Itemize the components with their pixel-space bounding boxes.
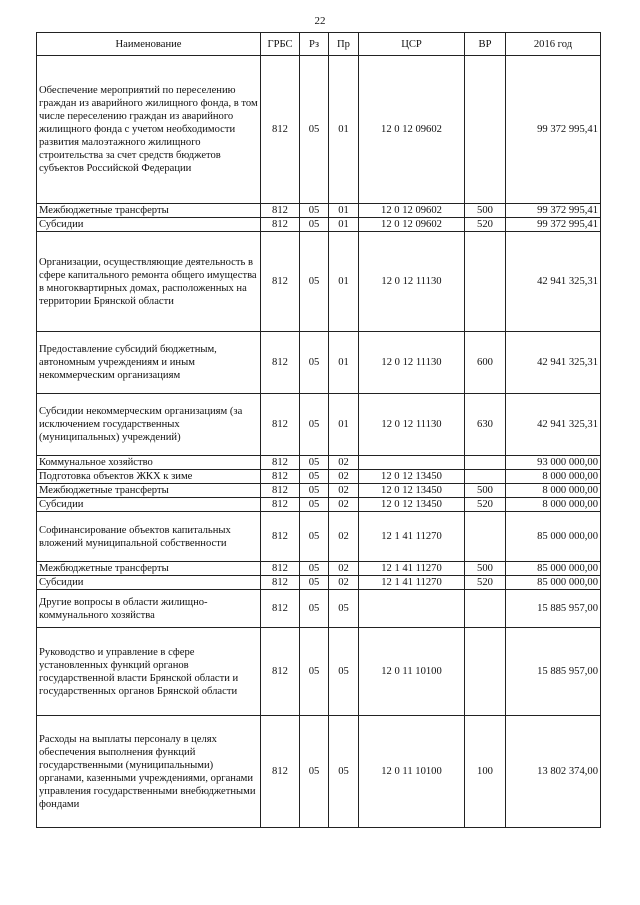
cell-csr: 12 1 41 11270 — [359, 562, 465, 576]
page-number: 22 — [314, 15, 326, 27]
header-grbs: ГРБС — [261, 33, 300, 56]
cell-name: Межбюджетные трансферты — [37, 562, 261, 576]
cell-rz: 05 — [300, 232, 329, 332]
cell-name: Обеспечение мероприятий по переселению граждан из аварийного жилищного фонда, в том числе переселению граждан из аварийного жилищного фонда с учетом необходимости развития малоэтажного жилищного строительства за счет средств бюджетов субъектов Российской Федерации — [37, 56, 261, 204]
cell-name: Межбюджетные трансферты — [37, 204, 261, 218]
cell-csr: 12 0 12 13450 — [359, 470, 465, 484]
cell-amount: 8 000 000,00 — [506, 498, 601, 512]
cell-grbs: 812 — [261, 562, 300, 576]
cell-amount: 85 000 000,00 — [506, 576, 601, 590]
cell-grbs: 812 — [261, 232, 300, 332]
header-rz: Рз — [300, 33, 329, 56]
cell-name: Субсидии некоммерческим организациям (за исключением государственных (муниципальных) учреждений) — [37, 394, 261, 456]
cell-name: Коммунальное хозяйство — [37, 456, 261, 470]
cell-grbs: 812 — [261, 484, 300, 498]
cell-name: Субсидии — [37, 576, 261, 590]
cell-grbs: 812 — [261, 498, 300, 512]
table-row — [37, 394, 601, 456]
cell-vr: 500 — [465, 204, 506, 218]
cell-pr: 01 — [329, 232, 359, 332]
cell-pr: 02 — [329, 498, 359, 512]
cell-vr: 500 — [465, 562, 506, 576]
table-row — [37, 218, 601, 232]
cell-amount: 99 372 995,41 — [506, 218, 601, 232]
cell-pr: 02 — [329, 562, 359, 576]
header-csr: ЦСР — [359, 33, 465, 56]
cell-grbs: 812 — [261, 716, 300, 828]
cell-vr — [465, 56, 506, 204]
table-row — [37, 512, 601, 562]
budget-table — [36, 32, 601, 828]
cell-csr: 12 0 12 09602 — [359, 204, 465, 218]
cell-pr: 05 — [329, 590, 359, 628]
cell-amount: 42 941 325,31 — [506, 232, 601, 332]
cell-rz: 05 — [300, 394, 329, 456]
cell-amount: 99 372 995,41 — [506, 56, 601, 204]
cell-pr: 01 — [329, 394, 359, 456]
header-name: Наименование — [37, 33, 261, 56]
cell-amount: 15 885 957,00 — [506, 628, 601, 716]
cell-csr — [359, 590, 465, 628]
cell-amount: 85 000 000,00 — [506, 562, 601, 576]
cell-name: Другие вопросы в области жилищно-коммунального хозяйства — [37, 590, 261, 628]
table-row — [37, 232, 601, 332]
header-pr: Пр — [329, 33, 359, 56]
cell-vr — [465, 512, 506, 562]
cell-grbs: 812 — [261, 204, 300, 218]
cell-rz: 05 — [300, 204, 329, 218]
cell-grbs: 812 — [261, 456, 300, 470]
cell-amount: 8 000 000,00 — [506, 484, 601, 498]
cell-grbs: 812 — [261, 628, 300, 716]
cell-name: Расходы на выплаты персоналу в целях обеспечения выполнения функций государственными (муниципальными) органами, казенными учреждениями, органами управления государственными внебюджетными фондами — [37, 716, 261, 828]
cell-csr: 12 0 11 10100 — [359, 716, 465, 828]
table-row — [37, 56, 601, 204]
table-row — [37, 498, 601, 512]
table-row — [37, 716, 601, 828]
cell-amount: 42 941 325,31 — [506, 332, 601, 394]
table-row — [37, 332, 601, 394]
cell-csr: 12 0 12 13450 — [359, 484, 465, 498]
cell-csr: 12 0 12 11130 — [359, 394, 465, 456]
cell-csr: 12 0 12 09602 — [359, 218, 465, 232]
cell-vr: 520 — [465, 218, 506, 232]
cell-name: Межбюджетные трансферты — [37, 484, 261, 498]
cell-grbs: 812 — [261, 218, 300, 232]
cell-rz: 05 — [300, 56, 329, 204]
cell-vr: 500 — [465, 484, 506, 498]
cell-csr: 12 1 41 11270 — [359, 576, 465, 590]
cell-grbs: 812 — [261, 470, 300, 484]
header-row — [37, 33, 601, 56]
cell-name: Предоставление субсидий бюджетным, автономным учреждениям и иным некоммерческим организациям — [37, 332, 261, 394]
table-row — [37, 590, 601, 628]
cell-rz: 05 — [300, 332, 329, 394]
cell-grbs: 812 — [261, 332, 300, 394]
cell-pr: 01 — [329, 56, 359, 204]
cell-vr: 520 — [465, 576, 506, 590]
cell-csr: 12 0 12 11130 — [359, 332, 465, 394]
cell-pr: 02 — [329, 470, 359, 484]
cell-vr: 600 — [465, 332, 506, 394]
cell-rz: 05 — [300, 628, 329, 716]
cell-grbs: 812 — [261, 56, 300, 204]
cell-rz: 05 — [300, 590, 329, 628]
cell-rz: 05 — [300, 716, 329, 828]
cell-vr: 630 — [465, 394, 506, 456]
cell-rz: 05 — [300, 562, 329, 576]
cell-name: Софинансирование объектов капитальных вложений муниципальной собственности — [37, 512, 261, 562]
cell-pr: 02 — [329, 576, 359, 590]
cell-pr: 02 — [329, 484, 359, 498]
cell-amount: 15 885 957,00 — [506, 590, 601, 628]
cell-amount: 85 000 000,00 — [506, 512, 601, 562]
cell-rz: 05 — [300, 484, 329, 498]
cell-vr: 100 — [465, 716, 506, 828]
cell-csr: 12 0 12 11130 — [359, 232, 465, 332]
cell-rz: 05 — [300, 470, 329, 484]
cell-amount: 99 372 995,41 — [506, 204, 601, 218]
cell-vr — [465, 470, 506, 484]
table-row — [37, 456, 601, 470]
cell-csr — [359, 456, 465, 470]
table-row — [37, 484, 601, 498]
cell-name: Субсидии — [37, 218, 261, 232]
table-row — [37, 204, 601, 218]
cell-name: Руководство и управление в сфере установленных функций органов государственной власти Брянской области и государственных органов Брянской области — [37, 628, 261, 716]
cell-rz: 05 — [300, 456, 329, 470]
cell-vr — [465, 590, 506, 628]
cell-amount: 13 802 374,00 — [506, 716, 601, 828]
cell-csr: 12 0 11 10100 — [359, 628, 465, 716]
cell-pr: 01 — [329, 218, 359, 232]
table-row — [37, 562, 601, 576]
cell-grbs: 812 — [261, 576, 300, 590]
cell-rz: 05 — [300, 498, 329, 512]
header-amount: 2016 год — [506, 33, 601, 56]
cell-name: Субсидии — [37, 498, 261, 512]
cell-pr: 01 — [329, 332, 359, 394]
cell-amount: 93 000 000,00 — [506, 456, 601, 470]
cell-name: Организации, осуществляющие деятельность в сфере капитального ремонта общего имущества в многоквартирных домах, расположенных на территории Брянской области — [37, 232, 261, 332]
cell-pr: 02 — [329, 512, 359, 562]
cell-rz: 05 — [300, 576, 329, 590]
cell-csr: 12 0 12 09602 — [359, 56, 465, 204]
cell-vr — [465, 456, 506, 470]
cell-pr: 02 — [329, 456, 359, 470]
header-vr: ВР — [465, 33, 506, 56]
cell-rz: 05 — [300, 512, 329, 562]
cell-vr: 520 — [465, 498, 506, 512]
cell-rz: 05 — [300, 218, 329, 232]
table-row — [37, 470, 601, 484]
cell-pr: 05 — [329, 716, 359, 828]
table-row — [37, 576, 601, 590]
cell-amount: 8 000 000,00 — [506, 470, 601, 484]
cell-vr — [465, 232, 506, 332]
cell-grbs: 812 — [261, 394, 300, 456]
table-row — [37, 628, 601, 716]
cell-amount: 42 941 325,31 — [506, 394, 601, 456]
cell-csr: 12 1 41 11270 — [359, 512, 465, 562]
cell-pr: 05 — [329, 628, 359, 716]
cell-pr: 01 — [329, 204, 359, 218]
cell-name: Подготовка объектов ЖКХ к зиме — [37, 470, 261, 484]
cell-vr — [465, 628, 506, 716]
cell-grbs: 812 — [261, 590, 300, 628]
cell-csr: 12 0 12 13450 — [359, 498, 465, 512]
cell-grbs: 812 — [261, 512, 300, 562]
